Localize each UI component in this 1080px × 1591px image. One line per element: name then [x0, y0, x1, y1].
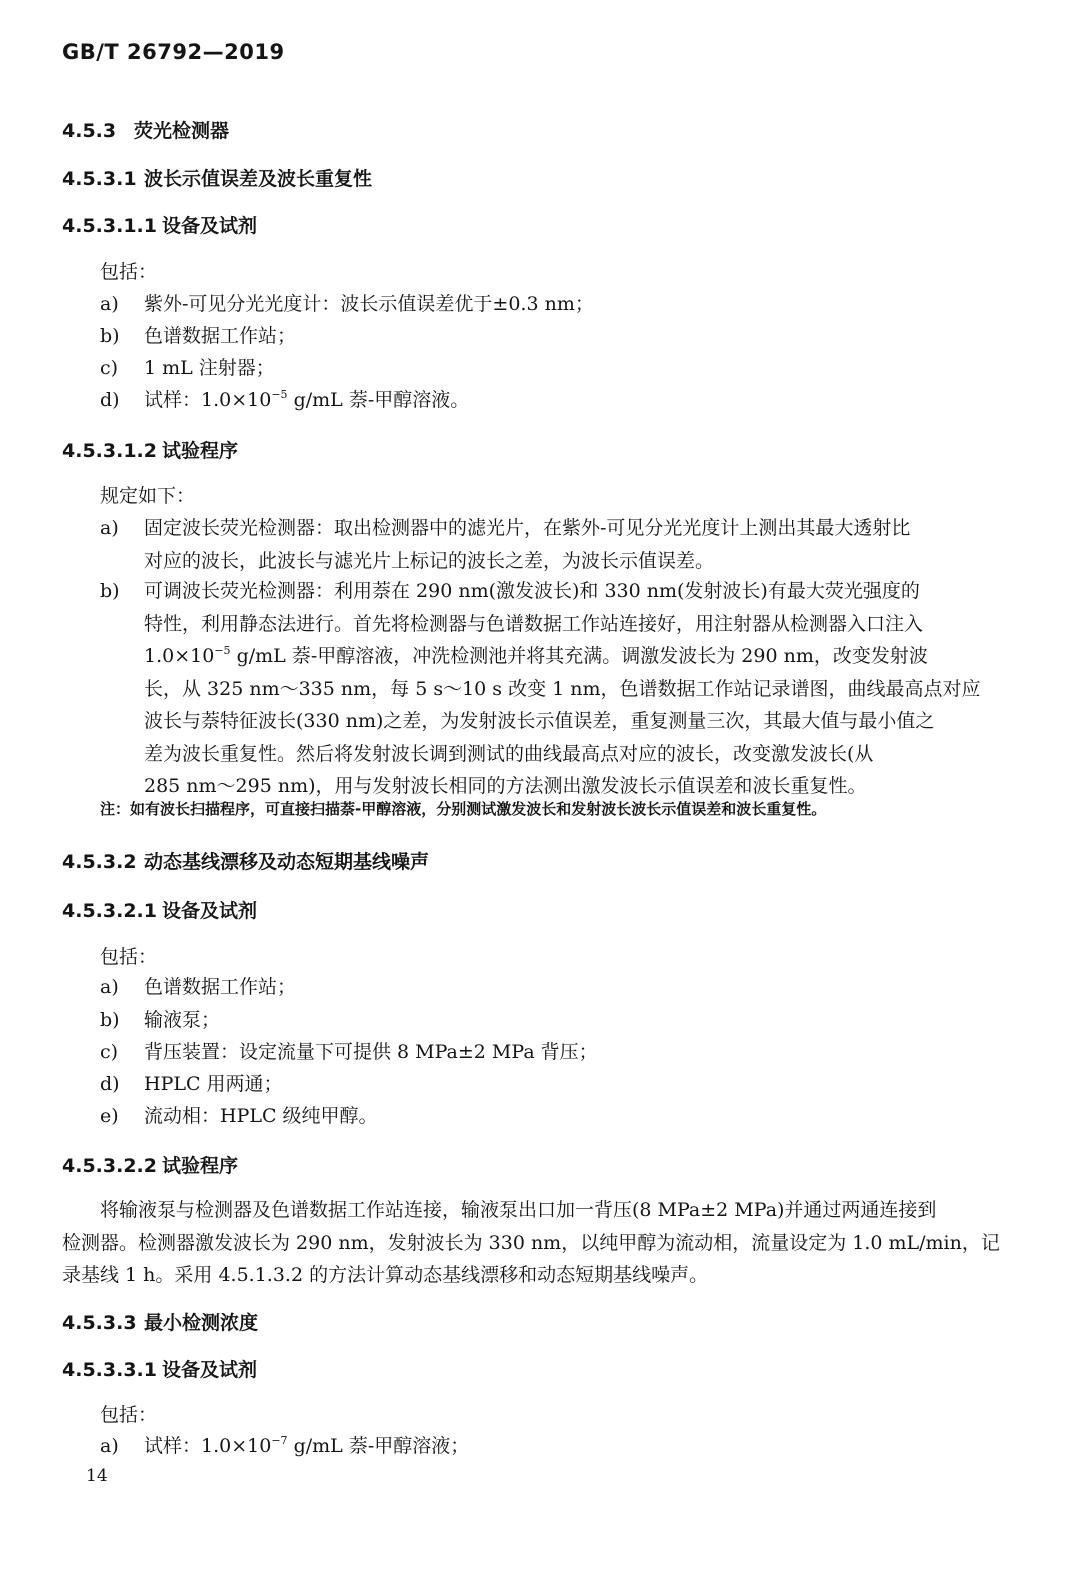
heading-4-5-3-3	[62, 1308, 258, 1335]
section-number: 4.5.3.1	[62, 168, 137, 190]
body-paragraph: 将输液泵与检测器及色谱数据工作站连接，输液泵出口加一背压(8 MPa±2 MPa)并通过两通连接到 检测器。检测器激发波长为 290 nm，发射波长为 330 nm，以纯甲醇为流动相，流量设定为 1.0 mL/min，记 录基线 1 h。采用 4.5.1.3.2 的方法计算动态基线漂移和动态短期基线噪声。	[62, 1199, 1000, 1286]
intro-text: 包括：	[100, 261, 158, 283]
heading-4-5-3	[62, 116, 229, 143]
section-title: 试验程序	[162, 1155, 239, 1177]
intro-text: 包括：	[100, 1404, 158, 1426]
section-title: 最小检测浓度	[144, 1312, 259, 1334]
section-title: 动态基线漂移及动态短期基线噪声	[144, 851, 430, 873]
section-number: 4.5.3.1.2	[62, 440, 157, 462]
heading-4-5-3-2	[62, 847, 429, 874]
section-number: 4.5.3.2.1	[62, 900, 157, 922]
section-number: 4.5.3.2	[62, 851, 137, 873]
section-number: 4.5.3.3.1	[62, 1359, 157, 1381]
heading-4-5-3-2-2	[62, 1151, 238, 1178]
section-title: 荧光检测器	[134, 120, 230, 142]
standard-code: GB/T 26792—2019	[62, 40, 285, 64]
intro-text: 包括：	[100, 946, 158, 968]
section-title: 设备及试剂	[162, 1359, 258, 1381]
heading-4-5-3-3-1	[62, 1355, 257, 1382]
section-title: 设备及试剂	[162, 900, 258, 922]
section-number: 4.5.3.3	[62, 1312, 137, 1334]
section-title: 设备及试剂	[162, 215, 258, 237]
section-title: 波长示值误差及波长重复性	[144, 168, 373, 190]
section-number: 4.5.3.2.2	[62, 1155, 157, 1177]
heading-4-5-3-1-1	[62, 211, 257, 238]
heading-4-5-3-2-1	[62, 896, 257, 923]
heading-4-5-3-1-2	[62, 436, 238, 463]
page-number: 14	[86, 1466, 108, 1486]
section-number: 4.5.3	[62, 120, 117, 142]
document-page: GB/T 26792—2019 4.5.3 荧光检测器 4.5.3.1 波长示值误差及波长重复性 4.5.3.1.1 设备及试剂 包括： a) 紫外-可见分光光度计：波长示值误差优于±0.3 nm； b) 色谱数据工作站； c) 1 mL 注射器； d) 试样：$1.0\times 10^{-5}$ g/mL 萘-甲醇溶液。 4.5.3.1.2 试验程序 规定如下： a) 固定波长荧光检测器：取出检测器中的滤光片，在紫外-可见分光光度计上测出其最大透射比 对应的波长，此波长与滤光片上标记的波长之差，为波长示值误差。 b) 可调波长荧光检测器：利用萘在 290 nm(激发波长)和 330 nm(发射波长)有最大荧光强度的 特性，利用静态法进行。首先将检测器与色谱数据工作站连接好，用注射器从检测器入口注入 $1.0\times 10^{-5}$ g/mL 萘-甲醇溶液，冲洗检测池并将其充满。调激发波长为 290 nm，改变发射波 长，从 325 nm～335 nm，每 5 s～10 s 改变 1 nm，色谱数据工作站记录谱图，曲线最高点对应 波长与萘特征波长(330 nm)之差，为发射波长示值误差，重复测量三次，其最大值与最小值之 差为波长重复性。然后将发射波长调到测试的曲线最高点对应的波长，改变激发波长(从 285 nm～295 nm)，用与发射波长相同的方法测出激发波长示值误差和波长重复性。 注：如有波长扫描程序，可直接扫描萘-甲醇溶液，分别测试激发波长和发射波长波长示值误差和波长重复性。 4.5.3.2 动态基线漂移及动态短期基线噪声 4.5.3.2.1 设备及试剂 包括： a) 色谱数据工作站； b) 输液泵； c) 背压装置：设定流量下可提供 8 MPa±2 MPa 背压； d) HPLC 用两通； e) 流动相：HPLC 级纯甲醇。 4.5.3.2.2 试验程序 将输液泵与检测器及色谱数据工作站连接，输液泵出口加一背压(8 MPa±2 MPa)并通过两通连接到 检测器。检测器激发波长为 290 nm，发射波长为 330 nm，以纯甲醇为流动相，流量设定为 1.0 mL/min，记 录基线 1 h。采用 4.5.1.3.2 的方法计算动态基线漂移和动态短期基线噪声。 4.5.3.3 最小检测浓度 4.5.3.3.1 设备及试剂 包括： a) 试样：$1.0\times 10^{-7}$ g/mL 萘-甲醇溶液； 14	[62, 40, 1000, 1486]
intro-text: 规定如下：	[100, 485, 196, 507]
heading-4-5-3-1	[62, 164, 372, 191]
section-number: 4.5.3.1.1	[62, 215, 157, 237]
note-text: 注：如有波长扫描程序，可直接扫描萘-甲醇溶液，分别测试激发波长和发射波长波长示值误差和波长重复性。	[100, 800, 827, 818]
section-title: 试验程序	[162, 440, 239, 462]
